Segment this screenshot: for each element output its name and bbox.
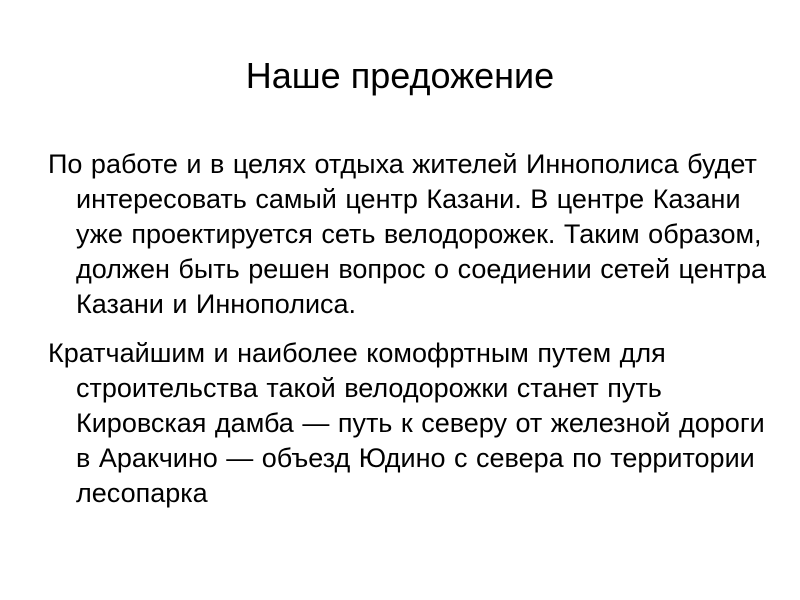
paragraph-bike-route: Кратчайшим и наиболее комофртным путем для строительства такой велодорожки станет путь Кировская дамба — путь к северу от железной дороги в Аракчино — объезд Юдино с севера по территории лесопарка bbox=[48, 338, 765, 508]
paragraph-city-center: По работе и в целях отдыха жителей Иннополиса будет интересовать самый центр Казани. В центре Казани уже проектируется сеть велодорожек. Таким образом, должен быть решен вопрос о соедиении сетей центра Казани и Иннополиса. bbox=[48, 149, 767, 319]
slide-body bbox=[48, 147, 768, 525]
slide-title: Наше предожение bbox=[245, 55, 555, 96]
